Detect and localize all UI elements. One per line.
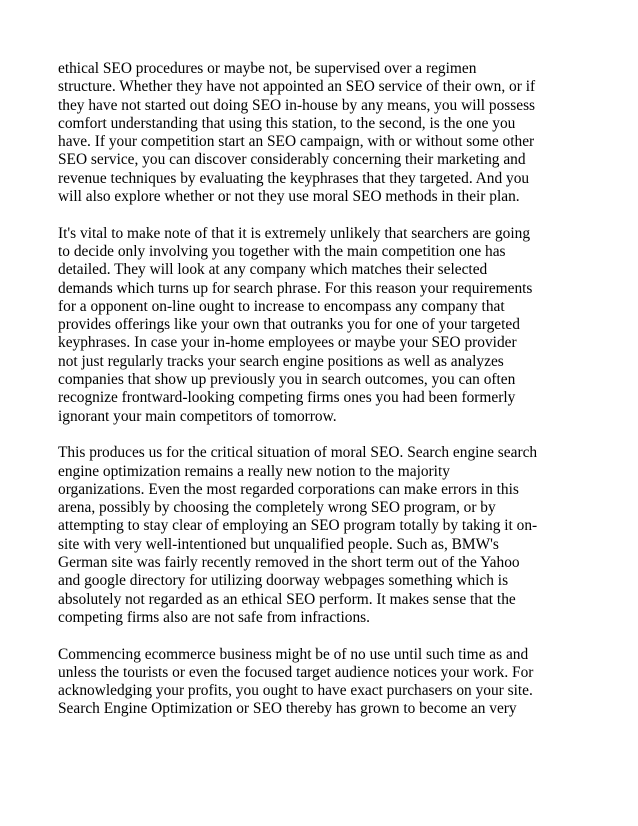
text-line: ethical SEO procedures or maybe not, be supervised over a regimen bbox=[58, 60, 477, 77]
text-line: and google directory for utilizing doorway webpages something which is bbox=[58, 572, 509, 590]
text-line: unless the tourists or even the focused target audience notices your work. For bbox=[58, 663, 534, 681]
text-line: site with very well-intentioned but unqualified people. Such as, BMW's bbox=[58, 535, 499, 553]
text-line: This produces us for the critical situation of moral SEO. Search engine search bbox=[58, 444, 538, 462]
text-line: have. If your competition start an SEO campaign, with or without some other bbox=[58, 133, 535, 151]
text-line: keyphrases. In case your in-home employees or maybe your SEO provider bbox=[58, 334, 517, 352]
paragraph-4 bbox=[58, 646, 586, 719]
paragraph-1 bbox=[58, 60, 586, 206]
text-line: detailed. They will look at any company which matches their selected bbox=[58, 261, 488, 279]
text-line: organizations. Even the most regarded corporations can make errors in this bbox=[58, 480, 519, 498]
text-line: provides offerings like your own that outranks you for one of your targeted bbox=[58, 316, 520, 334]
text-line: for a opponent on-line ought to increase to encompass any company that bbox=[58, 297, 505, 315]
text-line: engine optimization remains a really new notion to the majority bbox=[58, 462, 450, 480]
text-line: acknowledging your profits, you ought to have exact purchasers on your site. bbox=[58, 682, 533, 700]
text-line: will also explore whether or not they use moral SEO methods in their plan. bbox=[58, 188, 520, 206]
text-line: demands which turns up for search phrase. For this reason your requirements bbox=[58, 279, 533, 297]
paragraph-2 bbox=[58, 225, 586, 426]
text-line: they have not started out doing SEO in-house by any means, you will possess bbox=[58, 96, 536, 114]
text-line: to decide only involving you together with the main competition one has bbox=[58, 242, 506, 260]
text-line: arena, possibly by choosing the completely wrong SEO program, or by bbox=[58, 499, 496, 517]
text-line: It's vital to make note of that it is extremely unlikely that searchers are going bbox=[58, 224, 531, 242]
text-line: absolutely not regarded as an ethical SEO perform. It makes sense that the bbox=[58, 590, 516, 608]
text-line: attempting to stay clear of employing an SEO program totally by taking it on- bbox=[58, 517, 538, 535]
text-line: Search Engine Optimization or SEO thereby has grown to become an very bbox=[58, 700, 517, 718]
paragraph-3 bbox=[58, 444, 586, 627]
text-line: competing firms also are not safe from infractions. bbox=[58, 608, 370, 626]
text-line: structure. Whether they have not appointed an SEO service of their own, or if bbox=[58, 78, 536, 96]
text-line: SEO service, you can discover considerably concerning their marketing and bbox=[58, 151, 526, 169]
text-line: ignorant your main competitors of tomorrow. bbox=[58, 407, 337, 425]
text-line: not just regularly tracks your search engine positions as well as analyzes bbox=[58, 352, 504, 370]
text-line: revenue techniques by evaluating the keyphrases that they targeted. And you bbox=[58, 169, 530, 187]
text-line: comfort understanding that using this station, to the second, is the one you bbox=[58, 114, 516, 132]
document-body bbox=[58, 60, 586, 737]
text-line: recognize frontward-looking competing firms ones you had been formerly bbox=[58, 389, 516, 407]
text-line: German site was fairly recently removed in the short term out of the Yahoo bbox=[58, 554, 520, 572]
text-line: Commencing ecommerce business might be of no use until such time as and bbox=[58, 645, 529, 663]
text-line: companies that show up previously you in search outcomes, you can often bbox=[58, 371, 516, 389]
